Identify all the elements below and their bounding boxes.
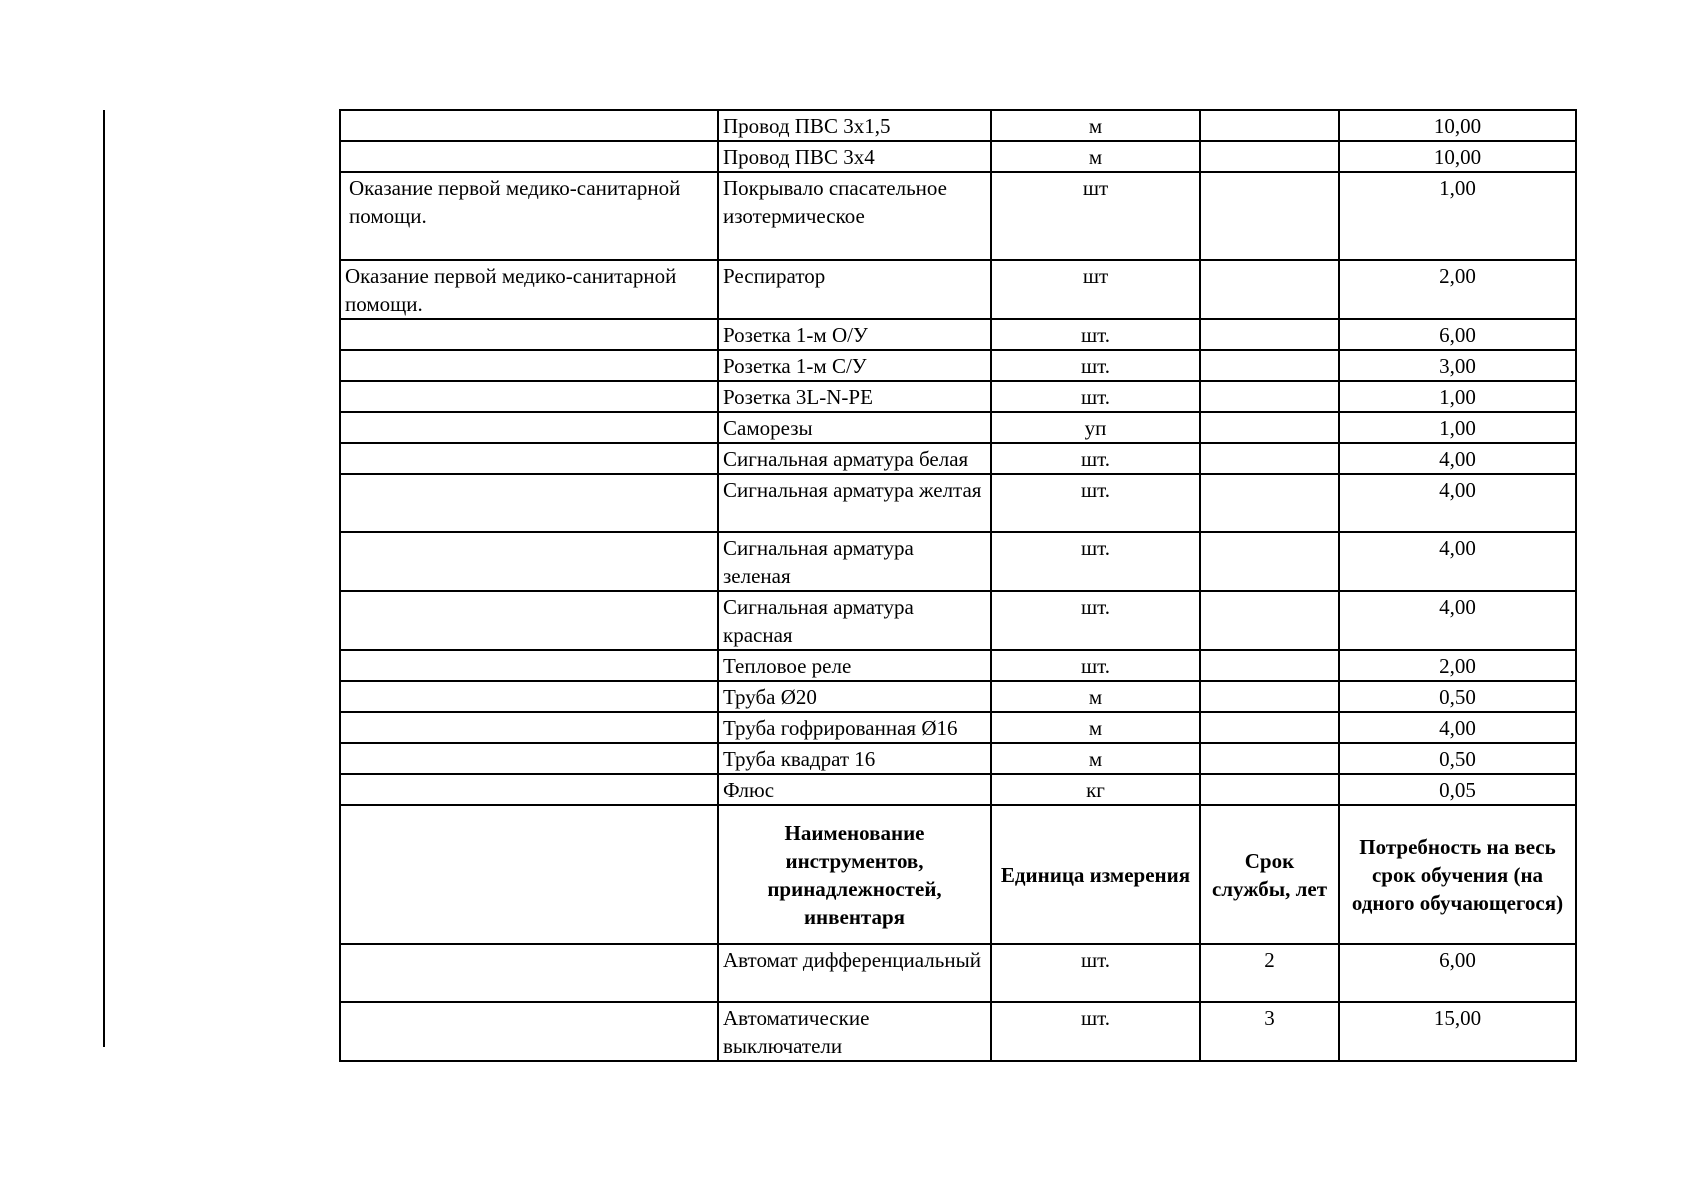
table-row [340,1002,1576,1061]
term-cell [1200,172,1339,260]
section-cell [340,944,718,1002]
need-cell: 3,00 [1339,350,1576,381]
need-cell: 4,00 [1339,591,1576,650]
tools-header-blank-cell [340,805,718,944]
section-cell [340,650,718,681]
left-margin-rule [103,110,105,1047]
need-cell: 0,05 [1339,774,1576,805]
section-cell [340,591,718,650]
table-row [340,944,1576,1002]
table-row [340,412,1576,443]
unit-cell: м [991,141,1200,172]
term-cell [1200,412,1339,443]
section-cell [340,474,718,532]
section-cell [340,412,718,443]
table-row [340,774,1576,805]
unit-cell: шт. [991,443,1200,474]
table-row [340,681,1576,712]
term-cell [1200,532,1339,591]
section-cell: Оказание первой медико-санитарной помощи. [340,172,718,260]
unit-cell: шт. [991,532,1200,591]
unit-cell: м [991,681,1200,712]
tools-header-need: Потребность на весь срок обучения (на одного обучающегося) [1339,805,1576,944]
section-cell [340,774,718,805]
section-cell [340,350,718,381]
term-cell [1200,350,1339,381]
unit-cell: шт. [991,350,1200,381]
item-name-cell: Покрывало спасательное изотермическое [718,172,991,260]
need-cell: 2,00 [1339,650,1576,681]
need-cell: 10,00 [1339,110,1576,141]
need-cell: 4,00 [1339,712,1576,743]
table-row [340,260,1576,319]
table-row [340,172,1576,260]
section-cell [340,141,718,172]
item-name-cell: Саморезы [718,412,991,443]
table-row [340,474,1576,532]
unit-cell: м [991,110,1200,141]
table-row [340,381,1576,412]
need-cell: 4,00 [1339,443,1576,474]
item-name-cell: Автоматические выключатели [718,1002,991,1061]
need-cell: 0,50 [1339,743,1576,774]
item-name-cell: Провод ПВС 3х4 [718,141,991,172]
item-name-cell: Сигнальная арматура красная [718,591,991,650]
term-cell [1200,319,1339,350]
unit-cell: уп [991,412,1200,443]
term-cell [1200,774,1339,805]
item-name-cell: Респиратор [718,260,991,319]
need-cell: 1,00 [1339,172,1576,260]
unit-cell: м [991,743,1200,774]
term-cell [1200,743,1339,774]
section-cell [340,712,718,743]
need-cell: 6,00 [1339,944,1576,1002]
term-cell [1200,443,1339,474]
table-row [340,110,1576,141]
term-cell: 2 [1200,944,1339,1002]
section-cell [340,110,718,141]
term-cell [1200,591,1339,650]
item-name-cell: Труба гофрированная Ø16 [718,712,991,743]
need-cell: 2,00 [1339,260,1576,319]
term-cell [1200,712,1339,743]
unit-cell: шт. [991,319,1200,350]
table-row [340,743,1576,774]
unit-cell: м [991,712,1200,743]
tools-header-name: Наименование инструментов, принадлежностей, инвентаря [718,805,991,944]
unit-cell: шт. [991,591,1200,650]
item-name-cell: Сигнальная арматура белая [718,443,991,474]
table-row [340,141,1576,172]
term-cell [1200,681,1339,712]
need-cell: 1,00 [1339,412,1576,443]
unit-cell: шт. [991,650,1200,681]
section-cell [340,443,718,474]
need-cell: 4,00 [1339,532,1576,591]
term-cell [1200,110,1339,141]
unit-cell: кг [991,774,1200,805]
need-cell: 15,00 [1339,1002,1576,1061]
item-name-cell: Сигнальная арматура зеленая [718,532,991,591]
unit-cell: шт. [991,381,1200,412]
item-name-cell: Провод ПВС 3х1,5 [718,110,991,141]
term-cell [1200,474,1339,532]
item-name-cell: Сигнальная арматура желтая [718,474,991,532]
need-cell: 6,00 [1339,319,1576,350]
item-name-cell: Розетка 1-м С/У [718,350,991,381]
need-cell: 0,50 [1339,681,1576,712]
need-cell: 4,00 [1339,474,1576,532]
unit-cell: шт [991,260,1200,319]
table-row [340,532,1576,591]
section-cell [340,319,718,350]
table-row [340,712,1576,743]
term-cell: 3 [1200,1002,1339,1061]
table-row [340,350,1576,381]
term-cell [1200,260,1339,319]
tools-header-row [340,805,1576,944]
tools-header-unit: Единица измерения [991,805,1200,944]
unit-cell: шт. [991,474,1200,532]
tools-header-term: Срок службы, лет [1200,805,1339,944]
item-name-cell: Розетка 3L-N-PE [718,381,991,412]
section-cell [340,532,718,591]
item-name-cell: Тепловое реле [718,650,991,681]
unit-cell: шт. [991,1002,1200,1061]
unit-cell: шт. [991,944,1200,1002]
section-cell [340,681,718,712]
section-cell [340,381,718,412]
table-row [340,591,1576,650]
term-cell [1200,381,1339,412]
unit-cell: шт [991,172,1200,260]
item-name-cell: Труба квадрат 16 [718,743,991,774]
item-name-cell: Флюс [718,774,991,805]
item-name-cell: Автомат дифференциальный [718,944,991,1002]
table-row [340,443,1576,474]
item-name-cell: Розетка 1-м О/У [718,319,991,350]
term-cell [1200,650,1339,681]
section-cell [340,743,718,774]
term-cell [1200,141,1339,172]
need-cell: 1,00 [1339,381,1576,412]
need-cell: 10,00 [1339,141,1576,172]
section-cell: Оказание первой медико-санитарной помощи. [340,260,718,319]
item-name-cell: Труба Ø20 [718,681,991,712]
table-row [340,319,1576,350]
materials-table [339,109,1577,1062]
table-row [340,650,1576,681]
section-cell [340,1002,718,1061]
